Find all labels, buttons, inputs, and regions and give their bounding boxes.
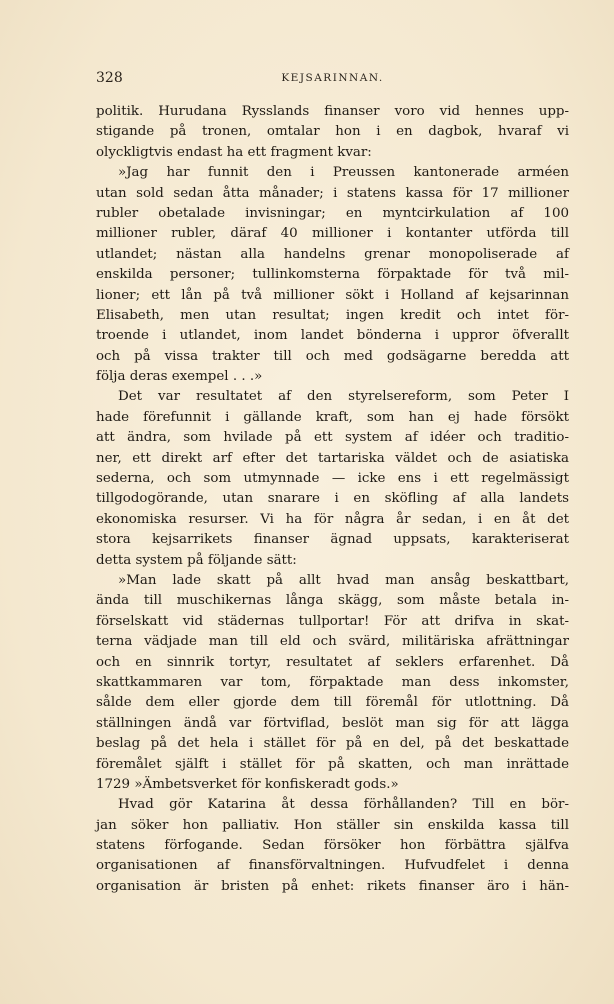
text-line: enskilda personer; tullinkomsterna förpaktade för två mil-	[96, 267, 569, 283]
text-line: hade förefunnit i gällande kraft, som han ej hade försökt	[96, 409, 569, 425]
text-line: Hvad gör Katarina åt dessa förhållanden? Till en bör-	[118, 797, 569, 813]
text-line: troende i utlandet, inom landet bönderna i uppror öfverallt	[96, 328, 569, 344]
text-line: ställningen ändå var förtviflad, beslöt man sig för att lägga	[96, 715, 569, 731]
text-line: statens förfogande. Sedan försöker hon förbättra själfva	[96, 838, 569, 854]
text-line: ekonomiska resurser. Vi ha för några år sedan, i en åt det	[96, 511, 569, 527]
text-line: följa deras exempel . . .»	[96, 369, 263, 385]
text-line: terna vädjade man till eld och svärd, militäriska afrättningar	[96, 634, 569, 650]
text-line: stora kejsarrikets finanser ägnad uppsats, karakteriserat	[96, 532, 569, 548]
page-header	[96, 70, 569, 90]
text-line: att ändra, som hvilade på ett system af idéer och traditio-	[96, 430, 569, 446]
page-number: 328	[96, 70, 123, 86]
text-line: beslag på det hela i stället för på en del, på det beskattade	[96, 736, 569, 752]
text-line: och på vissa trakter till och med godsägarne beredda att	[96, 348, 569, 364]
text-line: ner, ett direkt arf efter det tartariska väldet och de asiatiska	[96, 450, 569, 466]
running-title: KEJSARINNAN.	[281, 72, 384, 84]
body-text	[96, 102, 569, 897]
text-line: och en sinnrik tortyr, resultatet af seklers erfarenhet. Då	[96, 654, 569, 670]
text-line: jan söker hon palliativ. Hon ställer sin enskilda kassa till	[96, 817, 569, 833]
text-line: lioner; ett lån på två millioner sökt i Holland af kejsarinnan	[96, 287, 569, 303]
text-line: detta system på följande sätt:	[96, 552, 297, 568]
text-line: skattkammaren var tom, förpaktade man dess inkomster,	[96, 674, 569, 690]
text-line: organisation är bristen på enhet: rikets finanser äro i hän-	[96, 878, 569, 894]
text-line: politik. Hurudana Rysslands finanser voro vid hennes upp-	[96, 104, 569, 119]
text-line: millioner rubler, däraf 40 millioner i kontanter utförda till	[96, 226, 569, 242]
text-line: olyckligtvis endast ha ett fragment kvar:	[96, 144, 372, 160]
text-line: utlandet; nästan alla handelns grenar monopoliserade af	[96, 246, 569, 262]
text-line: tillgodogörande, utan snarare i en sköfling af alla landets	[96, 491, 569, 507]
text-line: »Jag har funnit den i Preussen kantonerade arméen	[118, 165, 569, 181]
text-line: stigande på tronen, omtalar hon i en dagbok, hvaraf vi	[96, 124, 569, 140]
text-line: ända till muschikernas långa skägg, som måste betala in-	[96, 593, 569, 609]
text-line: föremålet själft i stället för på skatten, och man inrättade	[96, 756, 569, 772]
text-line: sålde dem eller gjorde dem till föremål för utlottning. Då	[96, 695, 569, 711]
text-line: 1729 »Ämbetsverket för konfiskeradt gods.»	[96, 776, 399, 792]
text-line: organisationen af finansförvaltningen. Hufvudfelet i denna	[96, 858, 569, 874]
text-line: Det var resultatet af den styrelsereform, som Peter I	[118, 389, 569, 405]
text-line: Elisabeth, men utan resultat; ingen kredit och intet för-	[96, 307, 569, 323]
text-line: utan sold sedan åtta månader; i statens kassa för 17 millioner	[96, 185, 569, 201]
text-line: sederna, och som utmynnade — icke ens i ett regelmässigt	[96, 471, 569, 487]
text-line: rubler obetalade invisningar; en myntcirkulation af 100	[96, 205, 569, 221]
text-line: förselskatt vid städernas tullportar! För att drifva in skat-	[96, 613, 569, 629]
text-line: »Man lade skatt på allt hvad man ansåg beskattbart,	[118, 572, 569, 588]
